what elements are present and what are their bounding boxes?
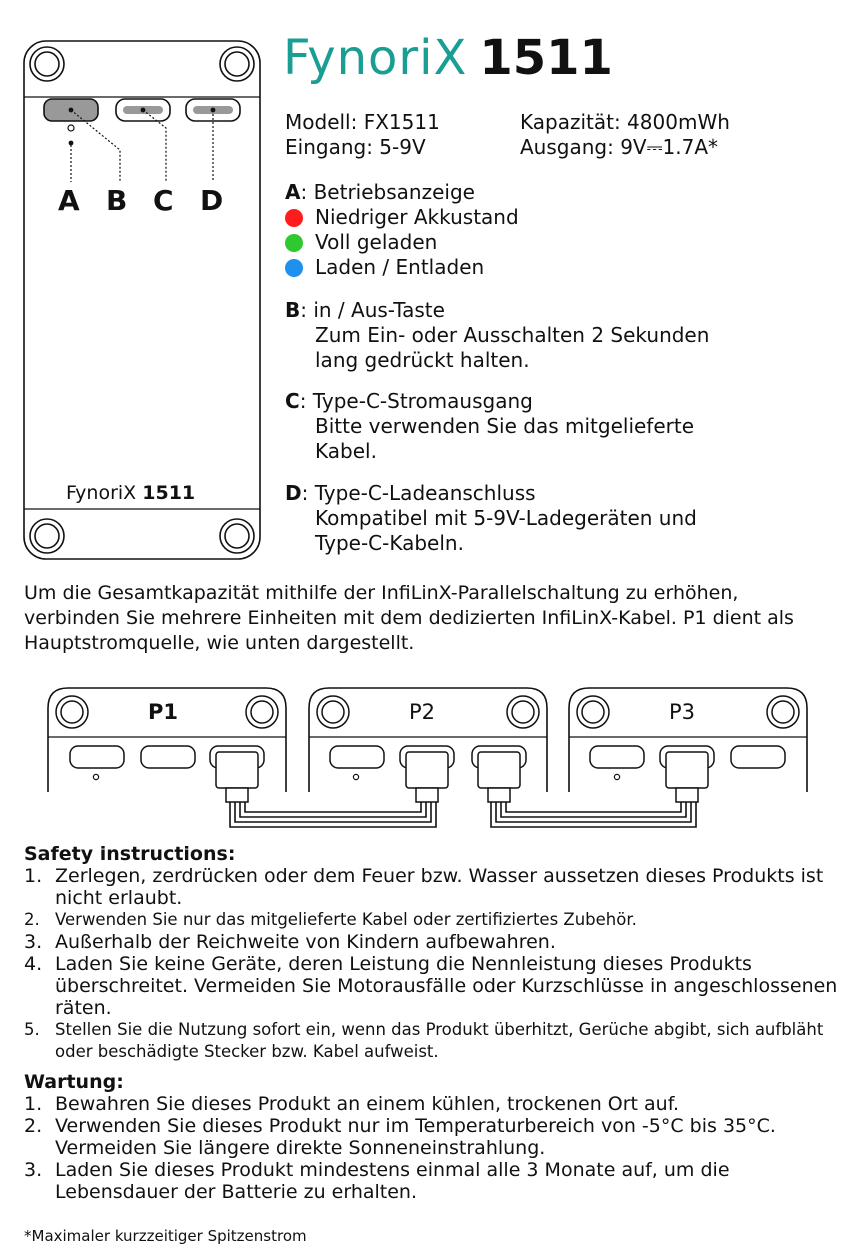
list-item: 4. Laden Sie keine Geräte, deren Leistung die Nennleistung dieses Produkts überschreitet. Vermeiden Sie Motorausfälle oder Kurzschlüsse in angeschlossenen räten. (24, 953, 838, 1019)
status-dot-blue (285, 259, 303, 277)
spec-capacity: Kapazität: 4800mWh (520, 110, 730, 134)
port-label-a: A (58, 184, 80, 217)
device-label (66, 482, 195, 504)
status-label: Voll geladen (315, 230, 438, 254)
status-charging (285, 255, 519, 280)
parallel-description: Um die Gesamtkapazität mithilfe der InfiLinX-Parallelschaltung zu erhöhen, verbinden Sie mehrere Einheiten mit dem dedizierten InfiLinX-Kabel. P1 dient als Hauptstromquelle, wie unten dargestellt. (24, 582, 794, 654)
status-low (285, 205, 519, 230)
section-c (285, 389, 694, 464)
spec-input: Eingang: 5-9V (285, 135, 426, 159)
brand-name: FynoriX (283, 30, 468, 86)
brand-model-number: 1511 (479, 30, 613, 86)
safety-heading: Safety instructions: (24, 843, 236, 865)
section-c-line: Bitte verwenden Sie das mitgelieferte (315, 414, 695, 438)
status-full (285, 230, 519, 255)
safety-section (24, 843, 840, 1063)
list-item: 2. Verwenden Sie dieses Produkt nur im Temperaturbereich von -5°C bis 35°C. Vermeiden Sie längere direkte Sonneneinstrahlung. (24, 1115, 776, 1159)
list-item: 3. Außerhalb der Reichweite von Kindern aufbewahren. (24, 931, 556, 953)
led-indicator (68, 125, 74, 131)
maintenance-heading: Wartung: (24, 1071, 124, 1093)
section-b-line: Zum Ein- oder Ausschalten 2 Sekunden (315, 323, 710, 347)
section-d (285, 481, 697, 556)
safety-list (24, 865, 840, 1063)
spec-output: Ausgang: 9V⎓1.7A* (520, 135, 719, 159)
maintenance-section (24, 1071, 840, 1203)
footnote: *Maximaler kurzzeitiger Spitzenstrom (24, 1227, 307, 1245)
device-label-number: 1511 (142, 482, 196, 504)
section-b-key: B (285, 298, 301, 322)
section-b-title: : in / Aus-Taste (300, 298, 445, 322)
unit-label-p2: P2 (409, 700, 436, 724)
list-item: 1. Bewahren Sie dieses Produkt an einem kühlen, trockenen Ort auf. (24, 1093, 680, 1115)
section-c-title: : Type-C-Stromausgang (299, 389, 533, 413)
status-dot-green (285, 234, 303, 252)
list-item: 1. Zerlegen, zerdrücken oder dem Feuer bzw. Wasser aussetzen dieses Produkts ist nicht erlaubt. (24, 865, 824, 909)
section-a-key: A (285, 180, 301, 204)
unit-label-p1: P1 (148, 700, 179, 724)
device-label-brand: FynoriX (66, 482, 137, 504)
status-label: Niedriger Akkustand (315, 205, 519, 229)
section-d-line: Kompatibel mit 5-9V-Ladegeräten und (315, 506, 697, 530)
port-label-d: D (200, 184, 224, 217)
section-a (285, 180, 519, 280)
section-a-title: : Betriebsanzeige (300, 180, 475, 204)
cable-p2-p3 (491, 802, 696, 827)
section-c-key: C (285, 389, 300, 413)
list-item: 3. Laden Sie dieses Produkt mindestens einmal alle 3 Monate auf, um die Lebensdauer der Batterie zu erhalten. (24, 1159, 730, 1203)
brand-title (283, 28, 613, 88)
list-item: 2. Verwenden Sie nur das mitgelieferte Kabel oder zertifiziertes Zubehör. (24, 910, 637, 929)
status-dot-red (285, 209, 303, 227)
section-d-line: Type-C-Kabeln. (315, 531, 464, 555)
cable-p1-p2 (230, 802, 436, 827)
unit-label-p3: P3 (669, 700, 696, 724)
section-c-line: Kabel. (315, 439, 377, 463)
section-b (285, 298, 709, 373)
port-label-c: C (153, 184, 174, 217)
section-d-title: : Type-C-Ladeanschluss (301, 481, 536, 505)
list-item: 5. Stellen Sie die Nutzung sofort ein, wenn das Produkt überhitzt, Gerüche abgibt, sich aufbläht oder beschädigte Stecker bzw. Kabel aufweist. (24, 1020, 824, 1061)
section-d-key: D (285, 481, 302, 505)
status-label: Laden / Entladen (315, 255, 485, 279)
maintenance-list (24, 1093, 840, 1203)
section-b-line: lang gedrückt halten. (315, 348, 530, 372)
spec-model: Modell: FX1511 (285, 110, 440, 134)
port-label-b: B (106, 184, 128, 217)
